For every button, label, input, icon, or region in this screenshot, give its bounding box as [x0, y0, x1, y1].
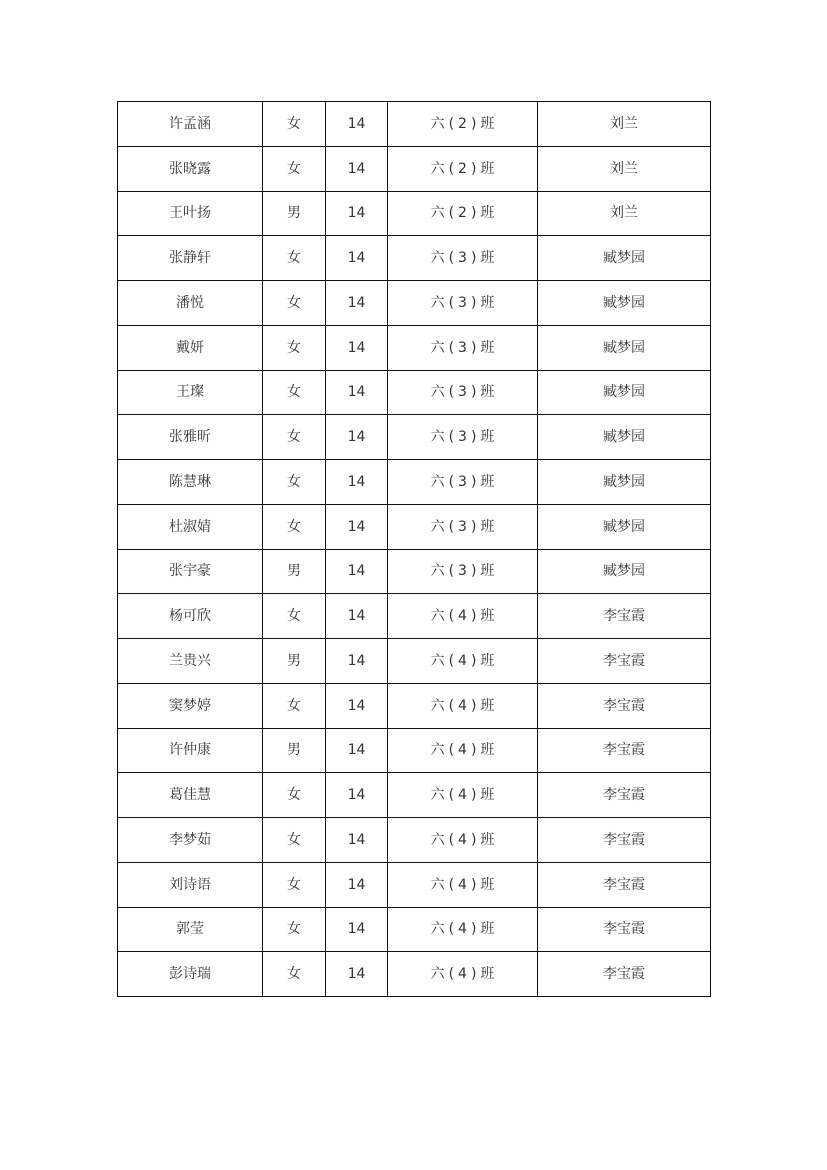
class-cell [388, 236, 538, 281]
paren-open: ( [448, 876, 455, 893]
grade-text: 六 [430, 921, 445, 938]
grade-text: 六 [430, 608, 445, 625]
student-name-cell: 王璨 [118, 370, 263, 415]
grade-text: 六 [430, 473, 445, 490]
class-cell [388, 460, 538, 505]
grade-text: 六 [430, 250, 445, 267]
paren-close: ) [470, 831, 477, 848]
student-name-cell: 葛佳慧 [118, 773, 263, 818]
teacher-cell: 臧梦园 [538, 460, 711, 505]
paren-open: ( [448, 205, 455, 222]
gender-cell: 女 [263, 146, 326, 191]
teacher-cell: 臧梦园 [538, 504, 711, 549]
table-row [118, 415, 711, 460]
table-row [118, 773, 711, 818]
age-cell: 14 [326, 952, 388, 997]
teacher-cell: 李宝霞 [538, 639, 711, 684]
gender-cell: 女 [263, 415, 326, 460]
paren-open: ( [448, 966, 455, 983]
table-row [118, 728, 711, 773]
table-row [118, 907, 711, 952]
paren-open: ( [448, 473, 455, 490]
gender-cell: 男 [263, 191, 326, 236]
teacher-cell: 臧梦园 [538, 415, 711, 460]
student-name-cell: 张宇豪 [118, 549, 263, 594]
gender-cell: 女 [263, 594, 326, 639]
student-name-cell: 郭莹 [118, 907, 263, 952]
paren-close: ) [470, 697, 477, 714]
class-number: 3 [458, 384, 467, 401]
class-number: 2 [458, 115, 467, 132]
class-number: 2 [458, 205, 467, 222]
age-cell: 14 [326, 370, 388, 415]
class-number: 4 [458, 876, 467, 893]
class-cell [388, 370, 538, 415]
student-name-cell: 许仲康 [118, 728, 263, 773]
grade-text: 六 [430, 518, 445, 535]
teacher-cell: 刘兰 [538, 102, 711, 147]
paren-close: ) [470, 742, 477, 759]
student-name-cell: 张雅昕 [118, 415, 263, 460]
gender-cell: 女 [263, 862, 326, 907]
student-name-cell: 潘悦 [118, 281, 263, 326]
paren-close: ) [470, 921, 477, 938]
age-cell: 14 [326, 818, 388, 863]
paren-open: ( [448, 563, 455, 580]
teacher-cell: 李宝霞 [538, 862, 711, 907]
grade-text: 六 [430, 384, 445, 401]
class-suffix: 班 [480, 876, 495, 893]
age-cell: 14 [326, 281, 388, 326]
paren-open: ( [448, 652, 455, 669]
age-cell: 14 [326, 146, 388, 191]
class-suffix: 班 [480, 250, 495, 267]
teacher-cell: 李宝霞 [538, 818, 711, 863]
age-cell: 14 [326, 639, 388, 684]
gender-cell: 女 [263, 460, 326, 505]
class-suffix: 班 [480, 205, 495, 222]
teacher-cell: 刘兰 [538, 191, 711, 236]
roster-body [118, 102, 711, 997]
class-cell [388, 146, 538, 191]
table-row [118, 818, 711, 863]
table-row [118, 504, 711, 549]
student-name-cell: 窦梦婷 [118, 683, 263, 728]
age-cell: 14 [326, 862, 388, 907]
teacher-cell: 李宝霞 [538, 728, 711, 773]
student-roster-table [117, 101, 711, 997]
gender-cell: 男 [263, 728, 326, 773]
teacher-cell: 刘兰 [538, 146, 711, 191]
student-name-cell: 杜淑婧 [118, 504, 263, 549]
class-number: 3 [458, 339, 467, 356]
grade-text: 六 [430, 652, 445, 669]
table-row [118, 370, 711, 415]
paren-open: ( [448, 742, 455, 759]
table-row [118, 683, 711, 728]
class-number: 3 [458, 563, 467, 580]
class-cell [388, 281, 538, 326]
age-cell: 14 [326, 102, 388, 147]
gender-cell: 女 [263, 952, 326, 997]
paren-close: ) [470, 608, 477, 625]
class-cell [388, 549, 538, 594]
class-cell [388, 325, 538, 370]
class-number: 4 [458, 831, 467, 848]
teacher-cell: 李宝霞 [538, 683, 711, 728]
class-cell [388, 773, 538, 818]
class-suffix: 班 [480, 294, 495, 311]
gender-cell: 男 [263, 639, 326, 684]
grade-text: 六 [430, 563, 445, 580]
paren-open: ( [448, 697, 455, 714]
paren-open: ( [448, 294, 455, 311]
class-cell [388, 683, 538, 728]
table-row [118, 281, 711, 326]
grade-text: 六 [430, 339, 445, 356]
paren-close: ) [470, 563, 477, 580]
paren-open: ( [448, 831, 455, 848]
class-suffix: 班 [480, 160, 495, 177]
teacher-cell: 李宝霞 [538, 594, 711, 639]
class-number: 4 [458, 787, 467, 804]
paren-close: ) [470, 429, 477, 446]
age-cell: 14 [326, 236, 388, 281]
paren-close: ) [470, 966, 477, 983]
class-suffix: 班 [480, 608, 495, 625]
table-row [118, 549, 711, 594]
class-suffix: 班 [480, 429, 495, 446]
paren-close: ) [470, 294, 477, 311]
gender-cell: 女 [263, 907, 326, 952]
class-number: 4 [458, 742, 467, 759]
gender-cell: 女 [263, 773, 326, 818]
age-cell: 14 [326, 773, 388, 818]
paren-open: ( [448, 608, 455, 625]
gender-cell: 男 [263, 549, 326, 594]
class-number: 4 [458, 921, 467, 938]
paren-open: ( [448, 429, 455, 446]
grade-text: 六 [430, 966, 445, 983]
class-cell [388, 415, 538, 460]
teacher-cell: 臧梦园 [538, 370, 711, 415]
student-name-cell: 彭诗瑞 [118, 952, 263, 997]
class-cell [388, 862, 538, 907]
gender-cell: 女 [263, 818, 326, 863]
teacher-cell: 李宝霞 [538, 773, 711, 818]
paren-close: ) [470, 518, 477, 535]
grade-text: 六 [430, 742, 445, 759]
table-row [118, 952, 711, 997]
class-suffix: 班 [480, 966, 495, 983]
paren-close: ) [470, 384, 477, 401]
grade-text: 六 [430, 876, 445, 893]
student-name-cell: 许孟涵 [118, 102, 263, 147]
class-cell [388, 191, 538, 236]
class-suffix: 班 [480, 384, 495, 401]
age-cell: 14 [326, 415, 388, 460]
student-name-cell: 刘诗语 [118, 862, 263, 907]
class-cell [388, 594, 538, 639]
age-cell: 14 [326, 191, 388, 236]
grade-text: 六 [430, 294, 445, 311]
student-name-cell: 王叶扬 [118, 191, 263, 236]
student-name-cell: 李梦茹 [118, 818, 263, 863]
gender-cell: 女 [263, 504, 326, 549]
gender-cell: 女 [263, 325, 326, 370]
teacher-cell: 李宝霞 [538, 952, 711, 997]
grade-text: 六 [430, 205, 445, 222]
teacher-cell: 李宝霞 [538, 907, 711, 952]
student-name-cell: 杨可欣 [118, 594, 263, 639]
gender-cell: 女 [263, 281, 326, 326]
class-number: 3 [458, 250, 467, 267]
gender-cell: 女 [263, 683, 326, 728]
teacher-cell: 臧梦园 [538, 236, 711, 281]
age-cell: 14 [326, 549, 388, 594]
teacher-cell: 臧梦园 [538, 549, 711, 594]
paren-open: ( [448, 787, 455, 804]
paren-close: ) [470, 339, 477, 356]
class-suffix: 班 [480, 697, 495, 714]
class-cell [388, 907, 538, 952]
paren-close: ) [470, 652, 477, 669]
grade-text: 六 [430, 115, 445, 132]
paren-open: ( [448, 250, 455, 267]
paren-open: ( [448, 339, 455, 356]
class-number: 3 [458, 473, 467, 490]
table-row [118, 460, 711, 505]
table-row [118, 639, 711, 684]
class-number: 3 [458, 294, 467, 311]
class-cell [388, 504, 538, 549]
table-row [118, 102, 711, 147]
table-row [118, 594, 711, 639]
paren-close: ) [470, 115, 477, 132]
table-row [118, 146, 711, 191]
student-name-cell: 戴妍 [118, 325, 263, 370]
table-row [118, 236, 711, 281]
student-name-cell: 陈慧琳 [118, 460, 263, 505]
paren-close: ) [470, 160, 477, 177]
gender-cell: 女 [263, 236, 326, 281]
class-cell [388, 728, 538, 773]
paren-close: ) [470, 250, 477, 267]
student-name-cell: 张静轩 [118, 236, 263, 281]
table-row [118, 862, 711, 907]
student-name-cell: 张晓露 [118, 146, 263, 191]
class-number: 4 [458, 697, 467, 714]
paren-close: ) [470, 787, 477, 804]
age-cell: 14 [326, 460, 388, 505]
gender-cell: 女 [263, 370, 326, 415]
class-number: 4 [458, 652, 467, 669]
grade-text: 六 [430, 831, 445, 848]
class-cell [388, 818, 538, 863]
paren-close: ) [470, 876, 477, 893]
paren-open: ( [448, 115, 455, 132]
class-suffix: 班 [480, 787, 495, 804]
age-cell: 14 [326, 594, 388, 639]
class-cell [388, 952, 538, 997]
teacher-cell: 臧梦园 [538, 281, 711, 326]
class-number: 3 [458, 518, 467, 535]
student-name-cell: 兰贵兴 [118, 639, 263, 684]
class-suffix: 班 [480, 831, 495, 848]
class-number: 4 [458, 608, 467, 625]
grade-text: 六 [430, 429, 445, 446]
grade-text: 六 [430, 787, 445, 804]
class-number: 2 [458, 160, 467, 177]
class-number: 4 [458, 966, 467, 983]
class-cell [388, 639, 538, 684]
class-suffix: 班 [480, 563, 495, 580]
age-cell: 14 [326, 325, 388, 370]
gender-cell: 女 [263, 102, 326, 147]
class-suffix: 班 [480, 518, 495, 535]
class-number: 3 [458, 429, 467, 446]
class-suffix: 班 [480, 115, 495, 132]
table-row [118, 325, 711, 370]
grade-text: 六 [430, 160, 445, 177]
class-cell [388, 102, 538, 147]
paren-close: ) [470, 473, 477, 490]
age-cell: 14 [326, 683, 388, 728]
class-suffix: 班 [480, 921, 495, 938]
teacher-cell: 臧梦园 [538, 325, 711, 370]
grade-text: 六 [430, 697, 445, 714]
paren-open: ( [448, 160, 455, 177]
age-cell: 14 [326, 907, 388, 952]
paren-open: ( [448, 384, 455, 401]
paren-open: ( [448, 518, 455, 535]
paren-open: ( [448, 921, 455, 938]
age-cell: 14 [326, 504, 388, 549]
class-suffix: 班 [480, 652, 495, 669]
table-row [118, 191, 711, 236]
paren-close: ) [470, 205, 477, 222]
class-suffix: 班 [480, 742, 495, 759]
class-suffix: 班 [480, 339, 495, 356]
age-cell: 14 [326, 728, 388, 773]
class-suffix: 班 [480, 473, 495, 490]
